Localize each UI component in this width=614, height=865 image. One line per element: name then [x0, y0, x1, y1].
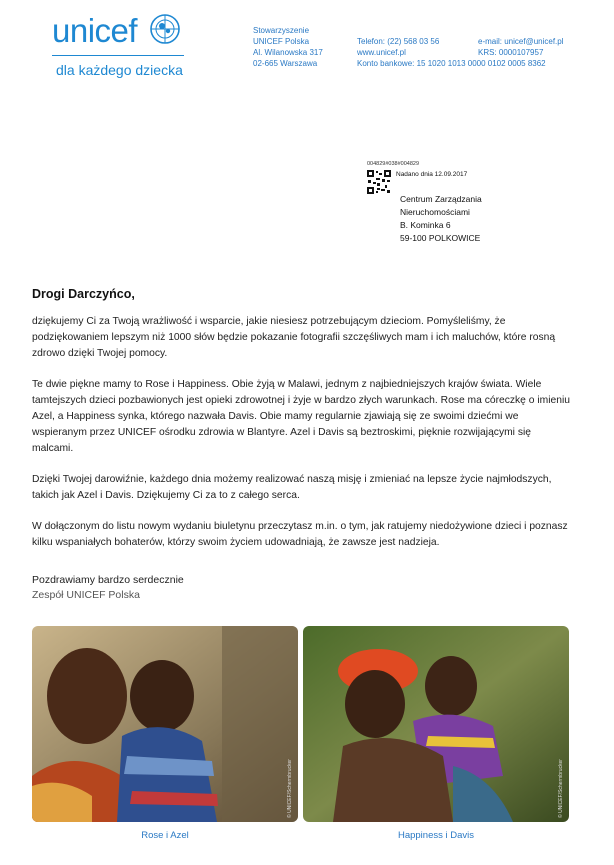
recipient-line: Nieruchomościami — [400, 207, 470, 217]
photo-credit-1: © UNICEF/Schermbrucker — [287, 759, 293, 818]
recipient-address — [400, 193, 482, 245]
logo-tagline: dla każdego dziecka — [56, 62, 183, 78]
org-line: Stowarzyszenie — [253, 26, 310, 35]
sent-date: Nadano dnia 12.09.2017 — [396, 171, 468, 178]
unicef-logo-wordmark — [52, 12, 137, 50]
header-meta — [478, 36, 564, 58]
email-link[interactable]: e-mail: unicef@unicef.pl — [478, 37, 564, 46]
letter-greeting: Drogi Darczyńco, — [32, 287, 135, 301]
photo-credit-2: © UNICEF/Schermbrucker — [558, 759, 564, 818]
recipient-line: B. Kominka 6 — [400, 220, 451, 230]
letter-closing: Pozdrawiamy bardzo serdecznie — [32, 574, 184, 586]
org-line: Al. Wilanowska 317 — [253, 48, 323, 57]
letter-body — [32, 314, 572, 566]
photo-image — [32, 626, 298, 822]
krs-text: KRS: 0000107957 — [478, 48, 544, 57]
org-line: 02-665 Warszawa — [253, 59, 318, 68]
recipient-line: Centrum Zarządzania — [400, 194, 482, 204]
org-line: UNICEF Polska — [253, 37, 310, 46]
bank-account-text: Konto bankowe: 15 1020 1013 0000 0102 0005 8362 — [357, 59, 546, 68]
letter-signature: Zespół UNICEF Polska — [32, 589, 140, 601]
letter-paragraph: Dzięki Twojej darowiźnie, każdego dnia możemy realizować naszą misję i zmieniać na lepsze życie najmłodszych, takich jak Azel i Davis. Dziękujemy Ci za to z całego serca. — [32, 474, 552, 501]
mail-code: 004829#038#004829 — [367, 161, 420, 167]
header-org-address — [253, 25, 323, 69]
website-link[interactable]: www.unicef.pl — [357, 48, 406, 57]
photo-image — [303, 626, 569, 822]
recipient-line: 59-100 POLKOWICE — [400, 233, 481, 243]
photo-rose-azel — [32, 626, 298, 822]
letter-paragraph: Te dwie piękne mamy to Rose i Happiness. Obie żyją w Malawi, jednym z najbiedniejszych krajów świata. Wiele tamtejszych dzieci pozbawionych jest opieki zdrowotnej i żyje w bardzo złych warunkach. Rose ma córeczkę o imieniu Azel, a Happiness synka, którego nazwała Davis. Obie mamy regularnie zjawiają się ze swoimi dziećmi we wspieranym przez UNICEF ośrodku zdrowia w Blantyre. Azel i Davis są beztroskimi, pięknie rozwijającymi się malcami. — [32, 379, 570, 454]
phone-text: Telefon: (22) 568 03 56 — [357, 37, 440, 46]
letter-paragraph: dziękujemy Ci za Twoją wrażliwość i wsparcie, jakie niesiesz potrzebującym dzieciom. Pomyśleliśmy, że podziękowaniem lepszym niż 1000 słów będzie pokazanie fotografii szczęśliwych mam i ich maluchów, które rosną zdrowo dzięki Twojej pomocy. — [32, 316, 556, 359]
qr-code-icon — [367, 170, 391, 194]
caption-rose-azel: Rose i Azel — [141, 830, 189, 841]
letter-paragraph: W dołączonym do listu nowym wydaniu biuletynu przeczytasz m.in. o tym, jak ratujemy niedożywione dzieci i poznasz kilku wspaniałych bohaterów, którzy swoim życiem udowadniają, że zawsze jest nadzieja. — [32, 521, 568, 548]
logo-text: unicef — [52, 12, 138, 49]
caption-happiness-davis: Happiness i Davis — [397, 830, 475, 841]
logo-divider — [52, 55, 184, 56]
unicef-globe-icon — [148, 12, 182, 46]
photo-happiness-davis — [303, 626, 569, 822]
